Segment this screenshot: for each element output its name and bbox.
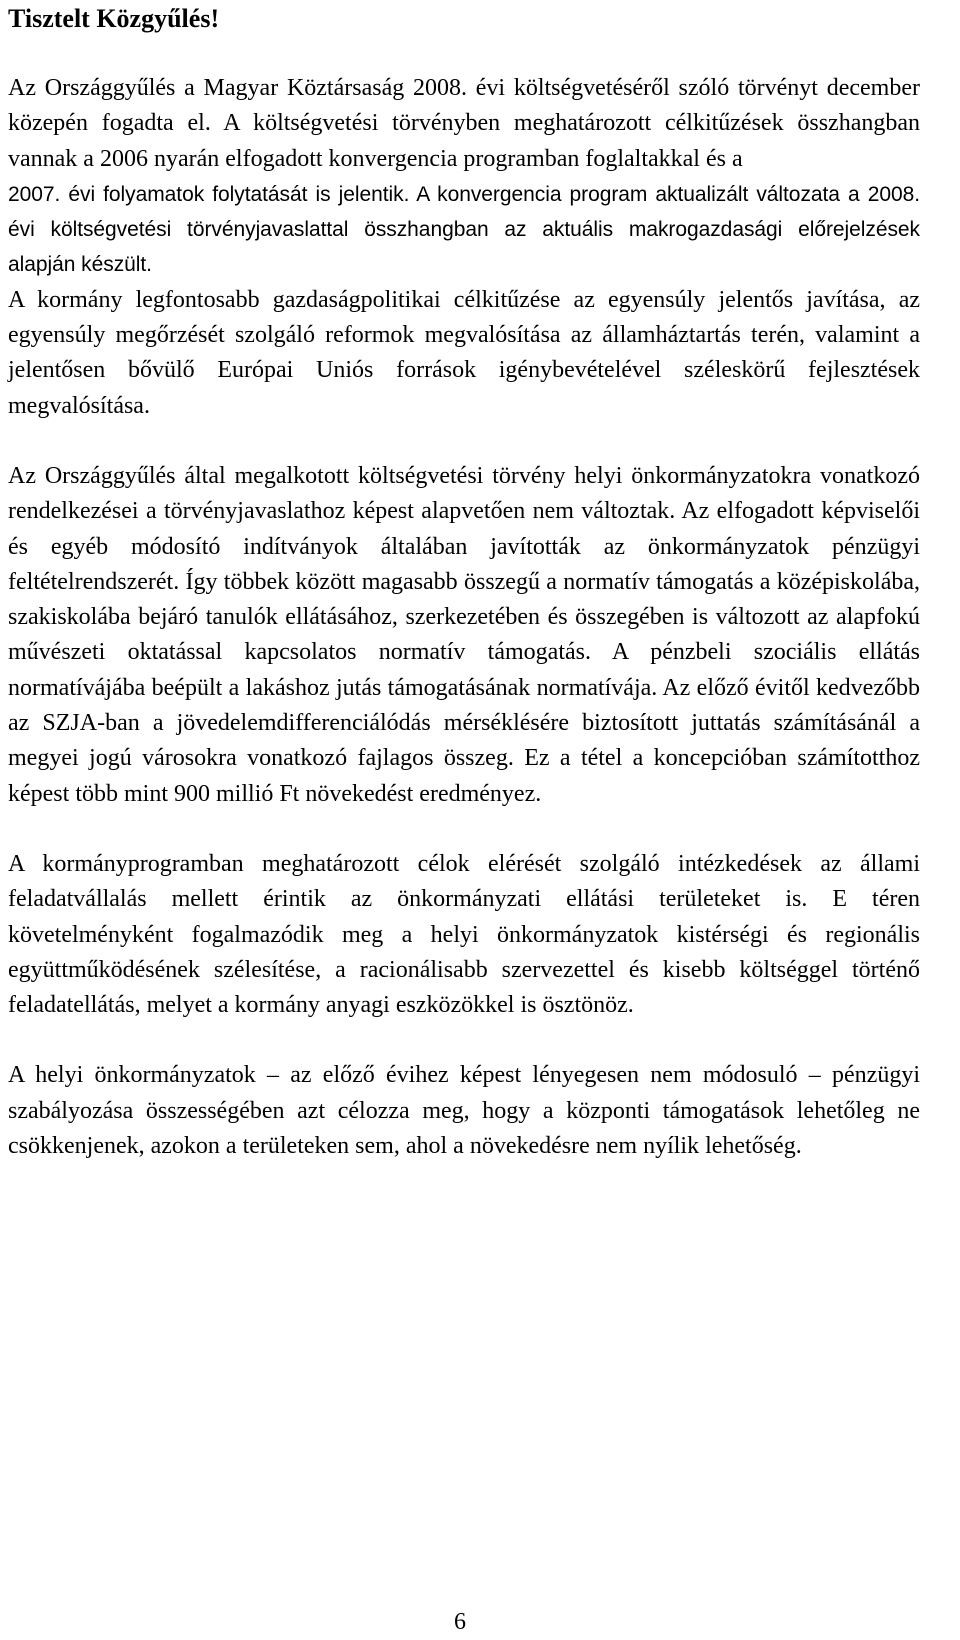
paragraph-local-government-provisions: Az Országgyűlés által megalkotott költségvetési törvény helyi önkormányzatokra vonatkozó rendelkezései a törvényjavaslathoz képest alapvetően nem változtak. Az elfogadott képviselői és egyéb módosító indítványok általában javították az önkormányzatok pénzügyi feltételrendszerét. Így többek között magasabb összegű a normatív támogatás a középiskolába, szakiskolába bejáró tanulók ellátásához, szerkezetében és összegében is változott az alapfokú művészeti oktatással kapcsolatos normatív támogatás. A pénzbeli szociális ellátás normatívájába beépült a lakáshoz jutás támogatásának normatívája. Az előző évitől kedvezőbb az SZJA-ban a jövedelemdifferenciálódás mérséklésére biztosított juttatás számításánál a megyei jogú városokra vonatkozó fajlagos összeg. Ez a tétel a koncepcióban számítotthoz képest több mint 900 millió Ft növekedést eredményez.: [8, 462, 920, 807]
paragraph-government-program: A kormányprogramban meghatározott célok elérését szolgáló intézkedések az állami feladatvállalás mellett érintik az önkormányzati ellátási területeket is. E téren követelményként fogalmazódik meg a helyi önkormányzatok kistérségi és regionális együttműködésének szélesítése, a racionálisabb szervezettel és kisebb költséggel történő feladatellátás, melyet a kormány anyagi eszközökkel is ösztönöz.: [8, 850, 920, 1019]
page-number: 6: [454, 1609, 466, 1635]
paragraph-budget-law: Az Országgyűlés a Magyar Köztársaság 2008. évi költségvetéséről szóló törvényt december közepén fogadta el. A költségvetési törvényben meghatározott célkitűzések összhangban vannak a 2006 nyarán elfogadott konvergencia programban foglaltakkal és a: [8, 75, 920, 172]
document-page: [8, 0, 920, 1164]
paragraph-convergence-program: 2007. évi folyamatok folytatását is jelentik. A konvergencia program aktualizált változata a 2008. évi költségvetési törvényjavaslattal összhangban az aktuális makrogazdasági előrejelzések alapján készült.: [8, 182, 920, 277]
paragraph-government-goals: A kormány legfontosabb gazdaságpolitikai célkitűzése az egyensúly jelentős javítása, az egyensúly megőrzését szolgáló reformok megvalósítása az államháztartás terén, valamint a jelentősen bővülő Európai Uniós források igénybevételével széleskörű fejlesztések megvalósítása.: [8, 286, 920, 419]
salutation-heading: Tisztelt Közgyűlés!: [8, 4, 220, 33]
paragraph-financial-regulation: A helyi önkormányzatok – az előző évihez képest lényegesen nem módosuló – pénzügyi szabályozása összességében azt célozza meg, hogy a központi támogatások lehetőleg ne csökkenjenek, azokon a területeken sem, ahol a növekedésre nem nyílik lehetőség.: [8, 1062, 920, 1160]
